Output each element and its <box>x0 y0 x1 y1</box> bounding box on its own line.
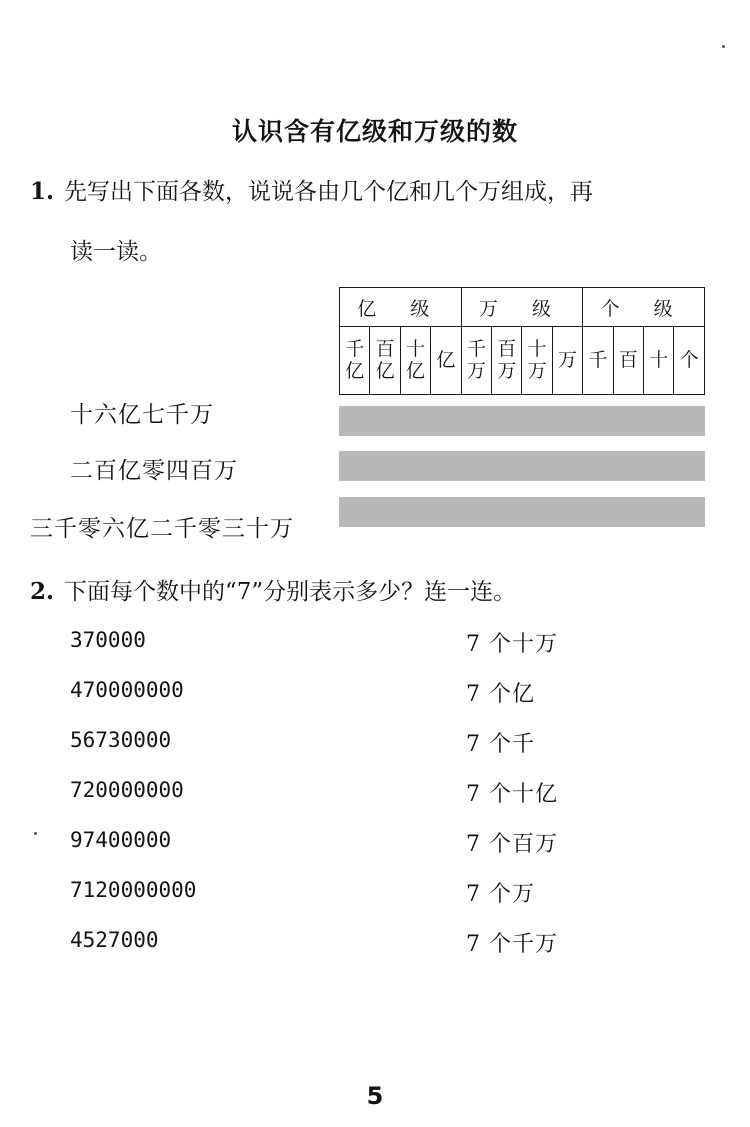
question-2-text: 下面每个数中的“7”分别表示多少？连一连。 <box>64 579 517 605</box>
match-meaning[interactable]: 7 个十亿 <box>466 782 558 807</box>
column-shiyi: 十 亿 <box>400 327 430 395</box>
answer-row[interactable] <box>339 406 705 436</box>
match-number[interactable]: 7120000000 <box>70 878 197 902</box>
match-meaning[interactable]: 7 个十万 <box>466 632 558 657</box>
match-meaning[interactable]: 7 个千万 <box>466 932 558 957</box>
scan-speck <box>722 45 725 48</box>
column-yi: 亿 <box>431 327 461 395</box>
match-meaning[interactable]: 7 个千 <box>466 732 535 757</box>
column-qianyi: 千 亿 <box>340 327 370 395</box>
question-2-number: 2. <box>30 578 55 605</box>
column-qianwan: 千 万 <box>461 327 491 395</box>
group-wan: 万 级 <box>461 288 583 327</box>
match-number[interactable]: 97400000 <box>70 828 172 852</box>
number-in-words: 三千零六亿二千零三十万 <box>30 516 294 542</box>
match-number[interactable]: 4527000 <box>70 928 159 952</box>
group-ge: 个 级 <box>583 288 705 327</box>
question-1 <box>30 178 593 207</box>
column-qian: 千 <box>583 327 613 395</box>
column-shi: 十 <box>644 327 674 395</box>
column-baiyi: 百 亿 <box>370 327 400 395</box>
place-value-table <box>339 287 705 395</box>
number-in-words: 二百亿零四百万 <box>70 458 238 484</box>
question-1-text-continued: 读一读。 <box>70 239 162 265</box>
question-2 <box>30 578 516 607</box>
column-bai: 百 <box>613 327 643 395</box>
page-number: 5 <box>366 1082 384 1110</box>
column-wan: 万 <box>552 327 582 395</box>
number-in-words: 十六亿七千万 <box>70 402 214 428</box>
column-ge: 个 <box>674 327 705 395</box>
place-value-column-row <box>340 327 705 395</box>
place-value-group-row <box>340 288 705 327</box>
scan-speck <box>34 832 37 835</box>
answer-row[interactable] <box>339 497 705 527</box>
page-title: 认识含有亿级和万级的数 <box>231 117 518 146</box>
column-baiwan: 百 万 <box>492 327 522 395</box>
match-number[interactable]: 370000 <box>70 628 146 652</box>
match-meaning[interactable]: 7 个百万 <box>466 832 558 857</box>
question-1-text: 先写出下面各数，说说各由几个亿和几个万组成，再 <box>64 179 594 205</box>
question-1-number: 1. <box>30 178 55 205</box>
column-shiwan: 十 万 <box>522 327 552 395</box>
match-number[interactable]: 720000000 <box>70 778 184 802</box>
match-number[interactable]: 56730000 <box>70 728 172 752</box>
match-meaning[interactable]: 7 个亿 <box>466 682 535 707</box>
match-meaning[interactable]: 7 个万 <box>466 882 535 907</box>
group-yi: 亿 级 <box>340 288 462 327</box>
match-number[interactable]: 470000000 <box>70 678 184 702</box>
answer-row[interactable] <box>339 451 705 481</box>
